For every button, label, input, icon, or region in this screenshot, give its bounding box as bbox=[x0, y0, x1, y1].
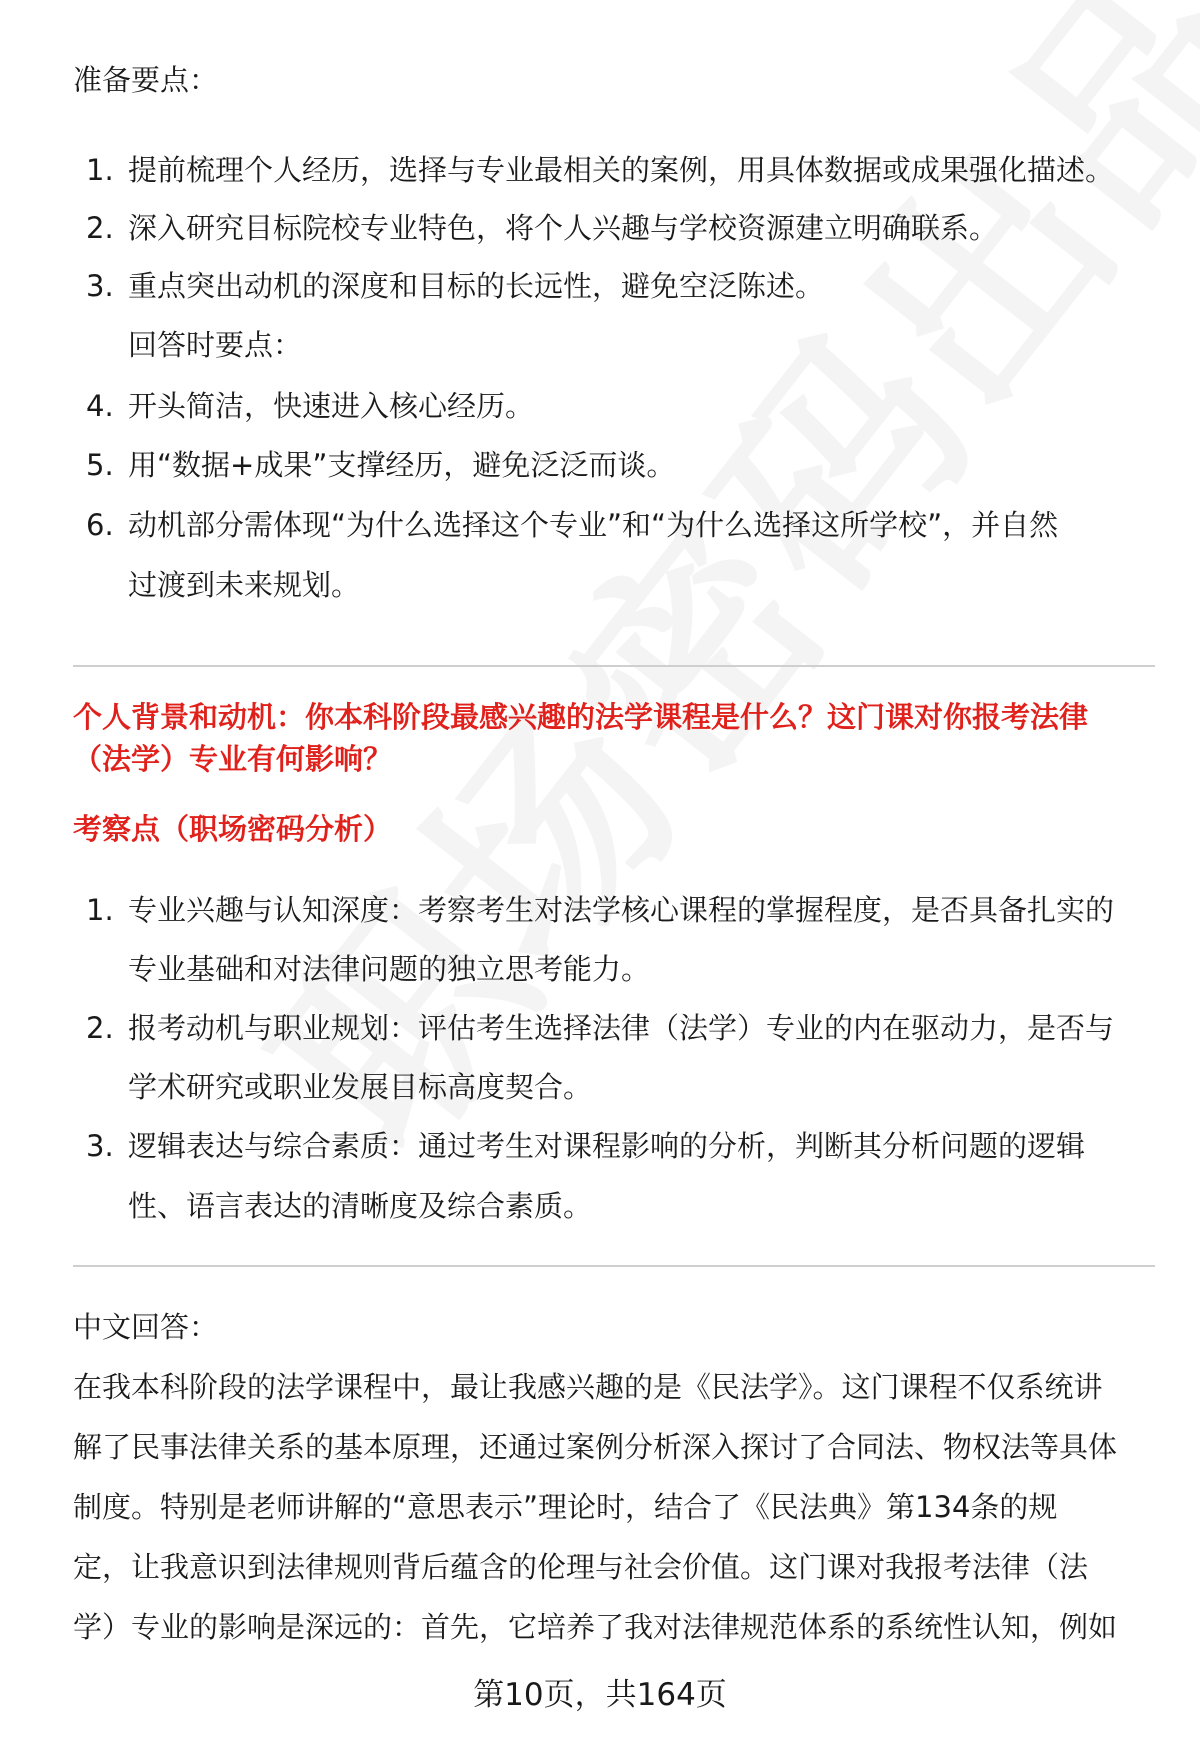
list-number: 6. bbox=[86, 508, 114, 542]
page-number: 第10页，共164页 bbox=[473, 1677, 727, 1713]
question-title-continuation: （法学）专业有何影响？ bbox=[73, 742, 393, 776]
list-number: 2. bbox=[86, 1011, 114, 1045]
list-item: 深入研究目标院校专业特色，将个人兴趣与学校资源建立明确联系。 bbox=[128, 211, 999, 245]
answer-paragraph-line: 学）专业的影响是深远的：首先，它培养了我对法律规范体系的系统性认知，例如 bbox=[73, 1610, 1118, 1644]
list-item: 提前梳理个人经历，选择与专业最相关的案例，用具体数据或成果强化描述。 bbox=[128, 153, 1115, 187]
divider bbox=[73, 1265, 1155, 1267]
answer-heading: 中文回答： bbox=[73, 1310, 219, 1344]
answer-paragraph-line: 制度。特别是老师讲解的“意思表示”理论时，结合了《民法典》第134条的规 bbox=[73, 1490, 1058, 1524]
exam-points-heading: 考察点（职场密码分析） bbox=[73, 812, 393, 846]
list-number: 1. bbox=[86, 893, 114, 927]
list-item: 用“数据+成果”支撑经历，避免泛泛而谈。 bbox=[128, 448, 676, 482]
list-number: 2. bbox=[86, 211, 114, 245]
list-item-continuation: 性、语言表达的清晰度及综合素质。 bbox=[128, 1189, 593, 1223]
answer-paragraph-line: 解了民事法律关系的基本原理，还通过案例分析深入探讨了合同法、物权法等具体 bbox=[73, 1430, 1118, 1464]
list-number: 1. bbox=[86, 153, 114, 187]
list-item-continuation: 专业基础和对法律问题的独立思考能力。 bbox=[128, 952, 651, 986]
list-number: 3. bbox=[86, 1129, 114, 1163]
list-item-continuation: 学术研究或职业发展目标高度契合。 bbox=[128, 1070, 593, 1104]
list-item-continuation: 过渡到未来规划。 bbox=[128, 568, 361, 602]
list-item: 逻辑表达与综合素质：通过考生对课程影响的分析，判断其分析问题的逻辑 bbox=[128, 1129, 1086, 1163]
list-item: 开头简洁，快速进入核心经历。 bbox=[128, 389, 535, 423]
divider bbox=[73, 665, 1155, 667]
answer-paragraph-line: 在我本科阶段的法学课程中，最让我感兴趣的是《民法学》。这门课程不仅系统讲 bbox=[73, 1370, 1103, 1404]
list-number: 3. bbox=[86, 269, 114, 303]
list-item: 报考动机与职业规划：评估考生选择法律（法学）专业的内在驱动力，是否与 bbox=[128, 1011, 1115, 1045]
list-number: 5. bbox=[86, 448, 114, 482]
list-item: 重点突出动机的深度和目标的长远性，避免空泛陈述。 bbox=[128, 269, 825, 303]
list-item: 动机部分需体现“为什么选择这个专业”和“为什么选择这所学校”，并自然 bbox=[128, 508, 1059, 542]
prep-heading: 准备要点： bbox=[73, 63, 219, 97]
question-title: 个人背景和动机：你本科阶段最感兴趣的法学课程是什么？这门课对你报考法律 bbox=[73, 700, 1089, 734]
answer-paragraph-line: 定，让我意识到法律规则背后蕴含的伦理与社会价值。这门课对我报考法律（法 bbox=[73, 1550, 1089, 1584]
answer-tips-heading: 回答时要点： bbox=[128, 328, 303, 362]
list-item: 专业兴趣与认知深度：考察考生对法学核心课程的掌握程度，是否具备扎实的 bbox=[128, 893, 1115, 927]
list-number: 4. bbox=[86, 389, 114, 423]
